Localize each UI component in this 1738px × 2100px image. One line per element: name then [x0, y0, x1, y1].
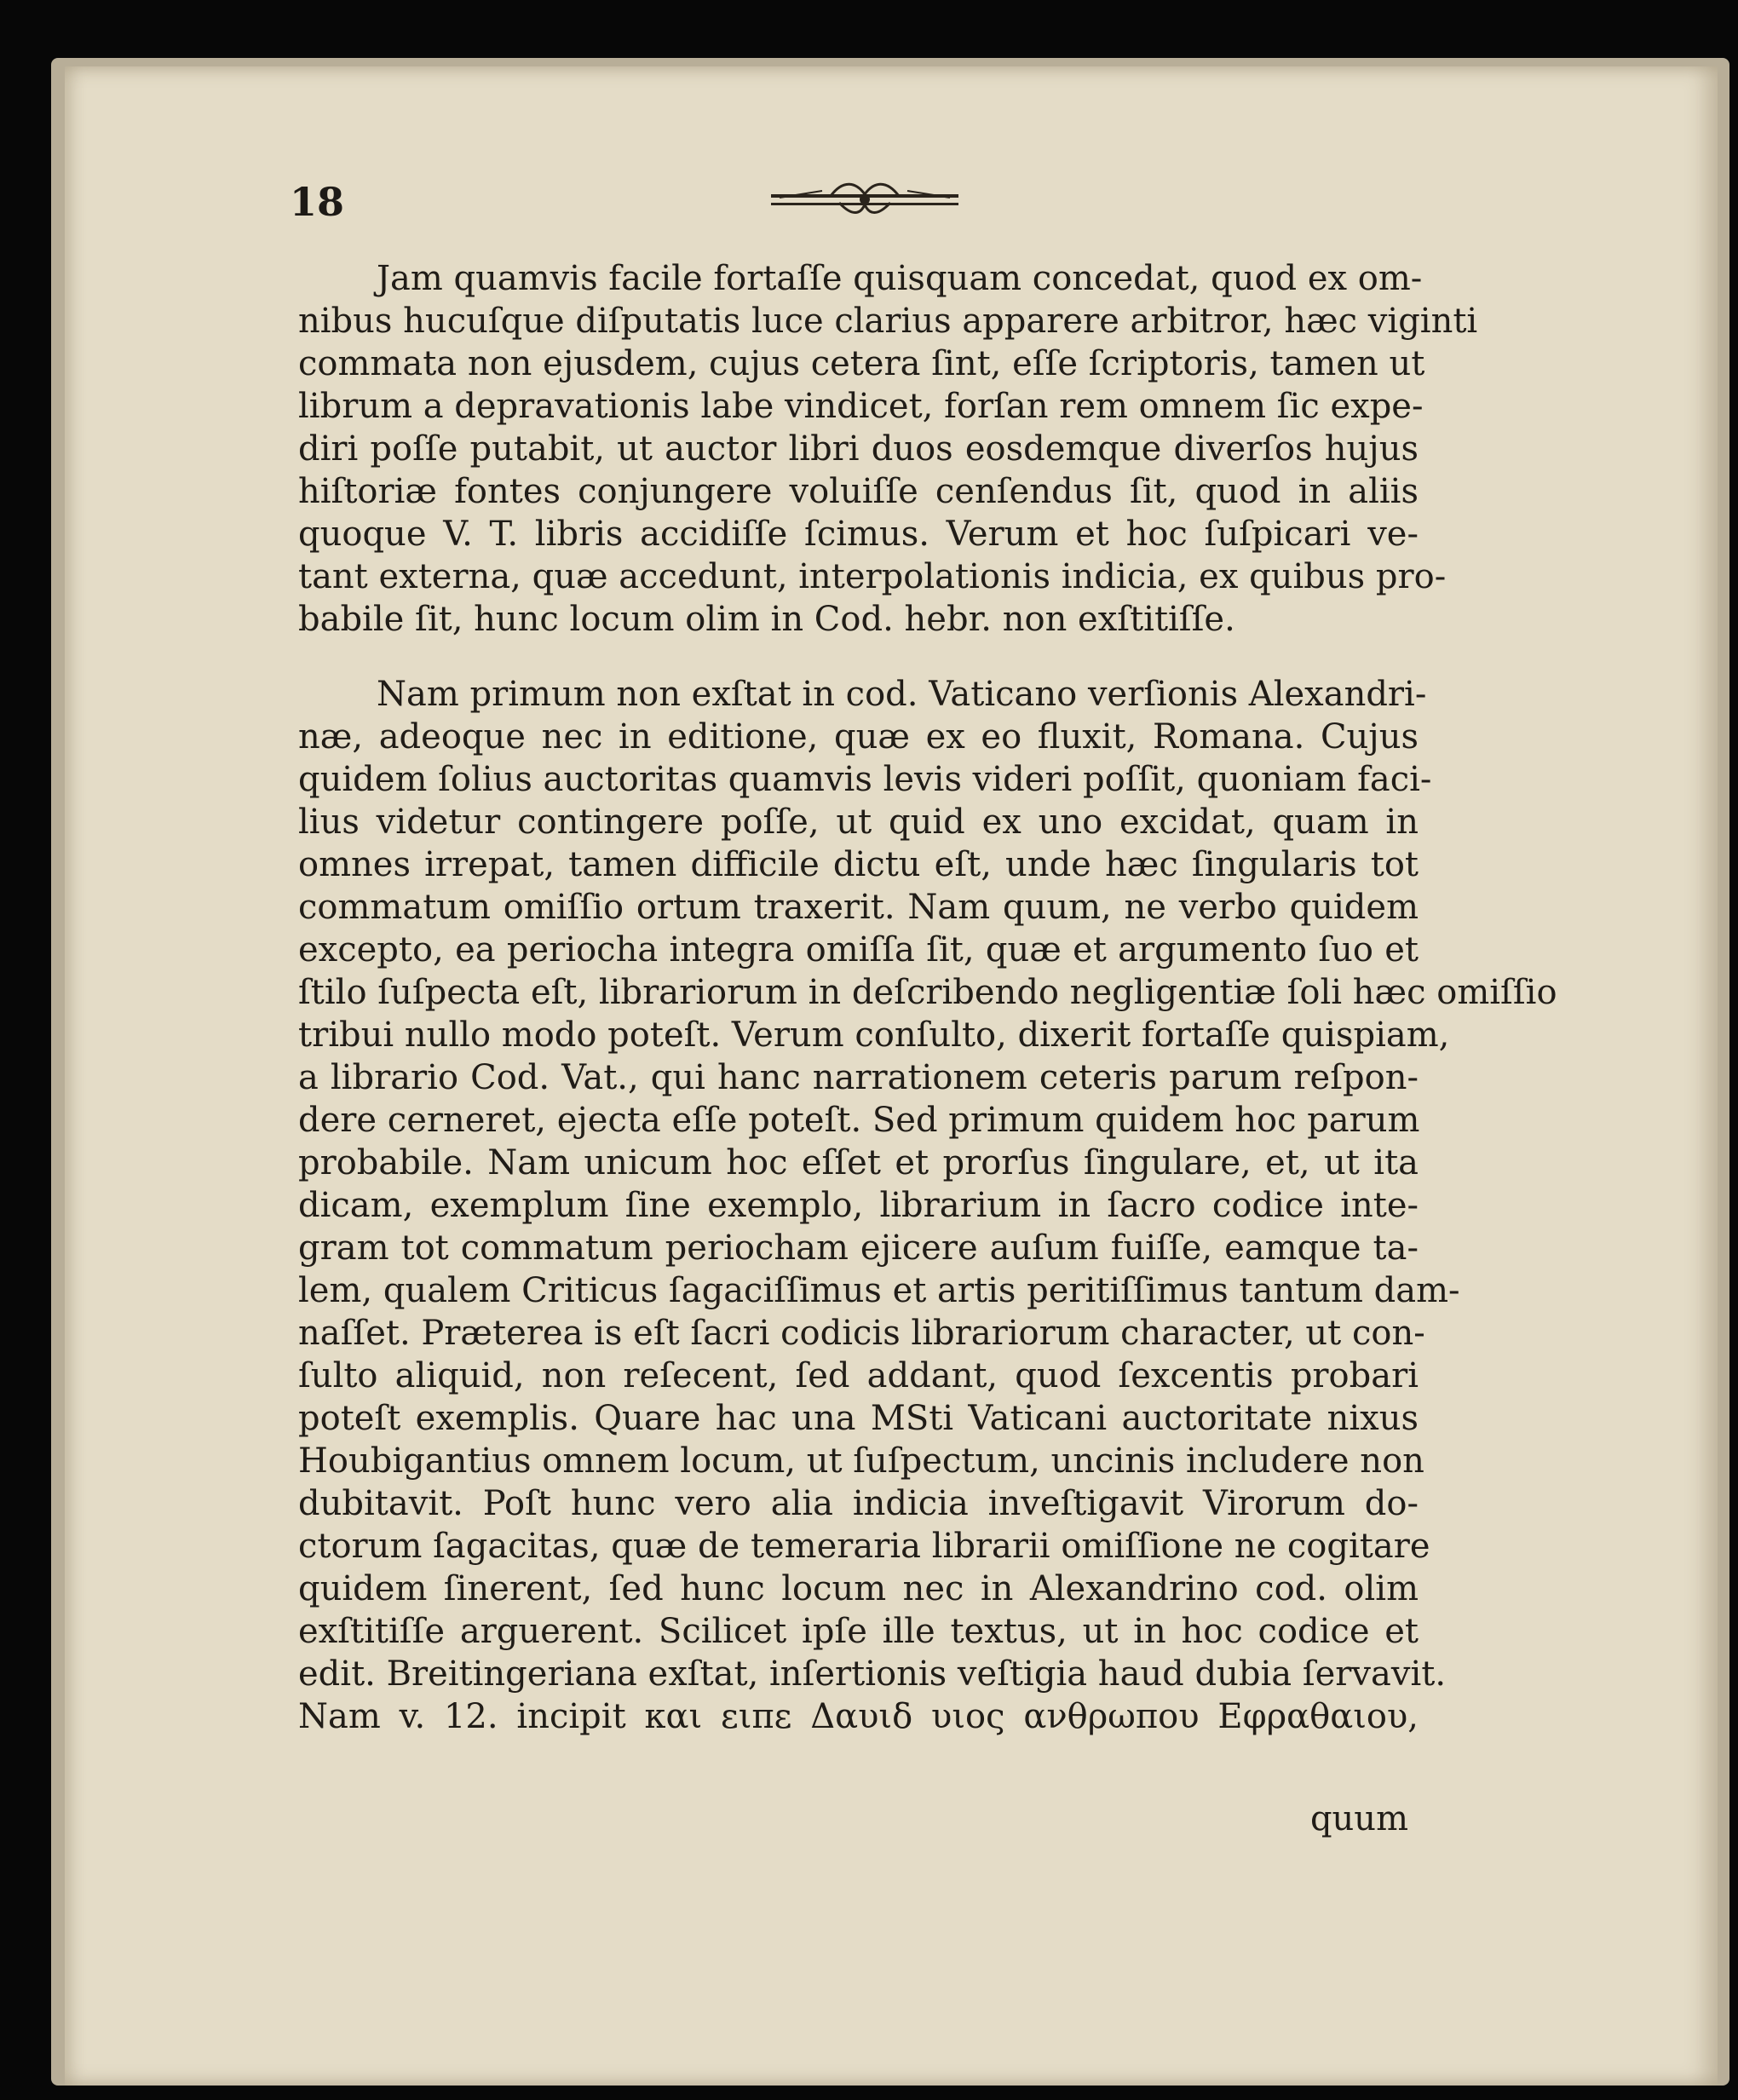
text-line: omnes irrepat, tamen difficile dictu eſt, unde hæc ſingularis tot [298, 845, 1419, 884]
text-line: Houbigantius omnem locum, ut ſuſpectum, uncinis includere non [298, 1441, 1424, 1481]
page-number: 18 [290, 179, 345, 225]
text-line: naſſet. Præterea is eſt ſacri codicis librariorum character, ut con- [298, 1314, 1425, 1353]
text-line: probabile. Nam unicum hoc eſſet et prorſus ſingulare, et, ut ita [298, 1143, 1419, 1182]
text-line: hiſtoriæ fontes conjungere voluiſſe cenſendus ſit, quod in aliis [298, 472, 1419, 511]
body-text [298, 257, 1557, 1738]
text-line: commatum omiſſio ortum traxerit. Nam quum, ne verbo quidem [298, 888, 1419, 927]
text-line: quoque V. T. libris accidiſſe ſcimus. Verum et hoc ſuſpicari ve- [298, 515, 1419, 554]
text-line: nibus hucuſque diſputatis luce clarius apparere arbitror, hæc viginti [298, 302, 1478, 341]
text-line: ctorum ſagacitas, quæ de temeraria librarii omiſſione ne cogitare [298, 1527, 1430, 1566]
text-line: gram tot commatum periocham ejicere auſum fuiſſe, eamque ta- [298, 1228, 1419, 1268]
text-line: Nam primum non exſtat in cod. Vaticano verſionis Alexandri- [377, 675, 1427, 714]
text-line: lius videtur contingere poſſe, ut quid ex uno excidat, quam in [298, 803, 1419, 842]
text-line: næ, adeoque nec in editione, quæ ex eo fluxit, Romana. Cujus [298, 717, 1419, 757]
text-line: librum a depravationis labe vindicet, forſan rem omnem ſic expe- [298, 387, 1424, 426]
text-line: diri poſſe putabit, ut auctor libri duos eosdemque diverſos hujus [298, 429, 1419, 469]
text-line: poteſt exemplis. Quare hac una MSti Vaticani auctoritate nixus [298, 1399, 1419, 1438]
text-line: babile ſit, hunc locum olim in Cod. hebr. non exſtitiſſe. [298, 600, 1235, 639]
text-line: Nam v. 12. incipit και ειπε Δαυιδ υιος ανθρωπου Εφραθαιου, [298, 1697, 1419, 1736]
text-line: lem, qualem Criticus ſagaciſſimus et artis peritiſſimus tantum dam- [298, 1271, 1460, 1310]
text-line: Jam quamvis facile fortaſſe quisquam concedat, quod ex om- [377, 259, 1423, 298]
text-line: edit. Breitingeriana exſtat, inſertionis veſtigia haud dubia ſervavit. [298, 1654, 1447, 1694]
text-line: dubitavit. Poſt hunc vero alia indicia inveſtigavit Virorum do- [298, 1484, 1419, 1523]
text-line: quidem ſinerent, ſed hunc locum nec in Alexandrino cod. olim [298, 1569, 1419, 1608]
paragraph-2 [298, 673, 1557, 1738]
text-line: excepto, ea periocha integra omiſſa ſit, quæ et argumento ſuo et [298, 930, 1419, 969]
text-line: exſtitiſſe arguerent. Scilicet ipſe ille textus, ut in hoc codice et [298, 1612, 1419, 1651]
text-line: a librario Cod. Vat., qui hanc narrationem ceteris parum reſpon- [298, 1058, 1419, 1097]
text-line: ſtilo ſuſpecta eſt, librariorum in deſcribendo negligentiæ ſoli hæc omiſſio [298, 973, 1557, 1012]
ornament-icon [771, 177, 958, 220]
text-line: commata non ejusdem, cujus cetera ſint, eſſe ſcriptoris, tamen ut [298, 344, 1425, 383]
text-line: quidem ſolius auctoritas quamvis levis videri poſſit, quoniam faci- [298, 760, 1432, 799]
text-line: dere cerneret, ejecta eſſe poteſt. Sed primum quidem hoc parum [298, 1101, 1420, 1140]
paragraph-1 [298, 257, 1478, 641]
text-line: tribui nullo modo poteſt. Verum conſulto, dixerit fortaſſe quispiam, [298, 1015, 1450, 1055]
catchword: quum [1309, 1799, 1408, 1838]
text-line: dicam, exemplum ſine exemplo, librarium in ſacro codice inte- [298, 1186, 1419, 1225]
text-line: ſulto aliquid, non reſecent, ſed addant, quod ſexcentis probari [298, 1356, 1419, 1395]
text-line: tant externa, quæ accedunt, interpolationis indicia, ex quibus pro- [298, 557, 1447, 596]
